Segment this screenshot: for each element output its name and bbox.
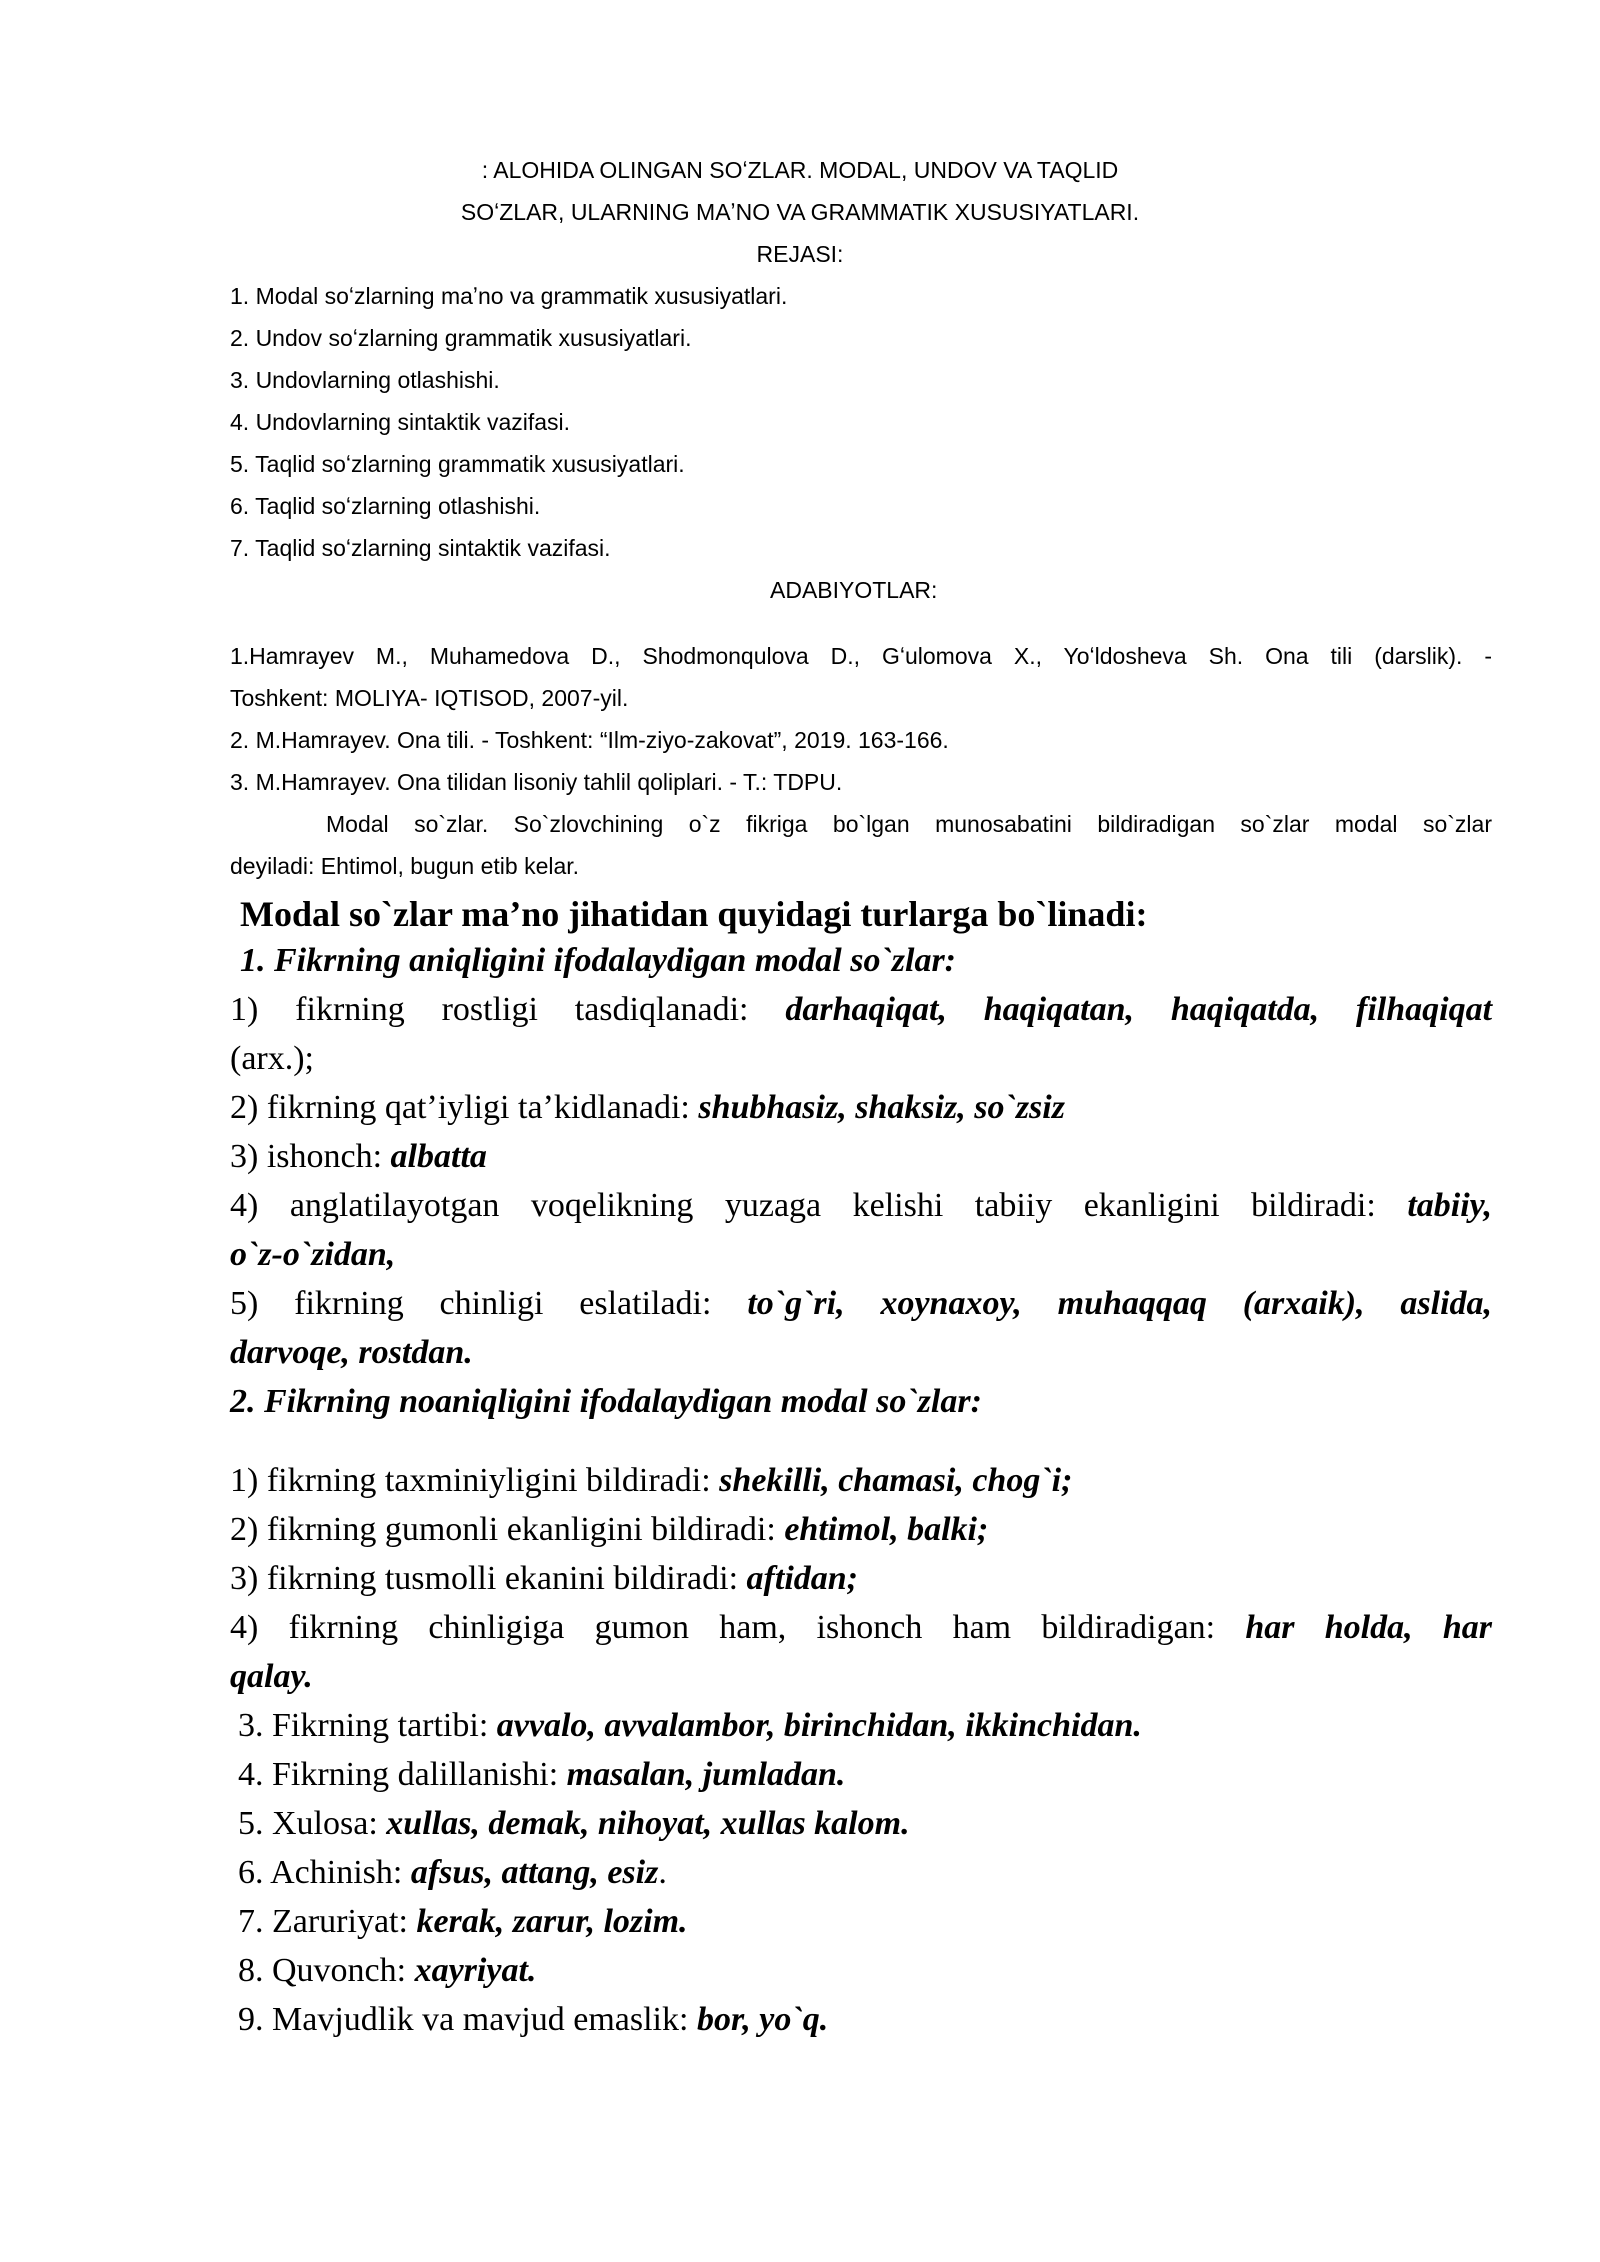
list-item-label: 8. Quvonch: (238, 1952, 407, 1989)
list-item (238, 2001, 828, 2039)
plan-item: 1. Modal soʻzlarning maʼno va grammatik xususiyatlari. (230, 283, 788, 309)
title-line-2: SOʻZLAR, ULARNING MAʼNO VA GRAMMATIK XUSUSIYATLARI. (460, 199, 1140, 225)
s2-item-4-words-a: har holda, har (1245, 1609, 1492, 1646)
s2-item-1-words: shekilli, chamasi, chog`i; (719, 1462, 1073, 1499)
plan-heading: REJASI: (756, 241, 844, 267)
list-item-label: 6. Achinish: (238, 1854, 403, 1891)
s1-item-4-words-b: o`z-o`zidan, (230, 1236, 396, 1273)
s2-item-1-text: 1) fikrning taxminiyligini bildiradi: (230, 1462, 711, 1499)
list-item-words: bor, yo`q. (696, 2001, 829, 2038)
plan-item: 6. Taqlid soʻzlarning otlashishi. (230, 493, 541, 519)
section-1-heading: 1. Fikrning aniqligini ifodalaydigan modal so`zlar: (240, 942, 957, 979)
s1-item-1-tail: (arx.); (230, 1040, 315, 1077)
intro-line-1: Modal so`zlar. So`zlovchining o`z fikriga bo`lgan munosabatini bildiradigan so`zlar modal so`zlar (326, 811, 1492, 837)
list-item-words: kerak, zarur, lozim. (416, 1903, 688, 1940)
s1-item-2 (230, 1089, 1065, 1127)
list-item-tail: . (658, 1854, 667, 1891)
s2-item-2-words: ehtimol, balki; (784, 1511, 989, 1548)
list-item (238, 1952, 536, 1990)
plan-item: 4. Undovlarning sintaktik vazifasi. (230, 409, 571, 435)
s2-item-4 (230, 1609, 1492, 1647)
plan-item: 2. Undov soʻzlarning grammatik xususiyatlari. (230, 325, 692, 351)
reference-1-line-2: Toshkent: MOLIYA- IQTISOD, 2007-yil. (230, 685, 629, 711)
plan-item: 3. Undovlarning otlashishi. (230, 367, 500, 393)
s2-item-2-text: 2) fikrning gumonli ekanligini bildiradi: (230, 1511, 776, 1548)
s1-item-1 (230, 991, 1492, 1029)
list-item (238, 1805, 910, 1843)
s2-item-2 (230, 1511, 988, 1549)
list-item-words: xayriyat. (414, 1952, 537, 1989)
s1-item-3 (230, 1138, 487, 1176)
s2-item-3-text: 3) fikrning tusmolli ekanini bildiradi: (230, 1560, 739, 1597)
plan-item: 5. Taqlid soʻzlarning grammatik xususiyatlari. (230, 451, 685, 477)
s1-item-3-text: 3) ishonch: (230, 1138, 383, 1175)
s2-item-3-words: aftidan; (746, 1560, 858, 1597)
s1-item-4 (230, 1187, 1492, 1225)
s1-item-1-text: 1) fikrning rostligi tasdiqlanadi: (230, 991, 749, 1028)
s1-item-5-words-a: to`g`ri, xoynaxoy, muhaqqaq (arxaik), aslida, (747, 1285, 1493, 1322)
list-item-words: avvalo, avvalambor, birinchidan, ikkinchidan. (496, 1707, 1142, 1744)
section-2-heading: 2. Fikrning noaniqligini ifodalaydigan modal so`zlar: (230, 1383, 982, 1420)
s1-item-2-text: 2) fikrning qatʼiyligi taʼkidlanadi: (230, 1089, 690, 1126)
s2-item-1 (230, 1462, 1072, 1500)
list-item-words: afsus, attang, esiz (410, 1854, 659, 1891)
plan-item: 7. Taqlid soʻzlarning sintaktik vazifasi. (230, 535, 611, 561)
reference-2: 2. M.Hamrayev. Ona tili. - Toshkent: “Ilm-ziyo-zakovat”, 2019. 163-166. (230, 727, 949, 753)
s1-item-5-words-b: darvoqe, rostdan. (230, 1334, 473, 1371)
s1-item-3-words: albatta (390, 1138, 487, 1175)
list-item-label: 5. Xulosa: (238, 1805, 378, 1842)
main-heading: Modal so`zlar maʼno jihatidan quyidagi turlarga bo`linadi: (240, 894, 1148, 934)
s1-item-4-text: 4) anglatilayotgan voqelikning yuzaga kelishi tabiiy ekanligini bildiradi: (230, 1187, 1376, 1224)
reference-1-line-1: 1.Hamrayev M., Muhamedova D., Shodmonqulova D., Gʻulomova X., Yoʻldosheva Sh. Ona tili (darslik). - (230, 643, 1492, 669)
list-item (238, 1756, 845, 1794)
title-line-1: : ALOHIDA OLINGAN SOʻZLAR. MODAL, UNDOV VA TAQLID (481, 157, 1119, 183)
s1-item-2-words: shubhasiz, shaksiz, so`zsiz (698, 1089, 1065, 1126)
s2-item-3 (230, 1560, 858, 1598)
s1-item-5-text: 5) fikrning chinligi eslatiladi: (230, 1285, 712, 1322)
list-item-label: 3. Fikrning tartibi: (238, 1707, 489, 1744)
list-item-words: xullas, demak, nihoyat, xullas kalom. (386, 1805, 910, 1842)
list-item-label: 9. Mavjudlik va mavjud emaslik: (238, 2001, 689, 2038)
list-item-label: 4. Fikrning dalillanishi: (238, 1756, 559, 1793)
list-item-label: 7. Zaruriyat: (238, 1903, 408, 1940)
s2-item-4-words-b: qalay. (230, 1658, 313, 1695)
s1-item-4-words-a: tabiiy, (1407, 1187, 1492, 1224)
list-item (238, 1903, 688, 1941)
s2-item-4-text: 4) fikrning chinligiga gumon ham, ishonch ham bildiradigan: (230, 1609, 1216, 1646)
reference-3: 3. M.Hamrayev. Ona tilidan lisoniy tahlil qoliplari. - T.: TDPU. (230, 769, 843, 795)
list-item (238, 1707, 1142, 1745)
s1-item-1-words: darhaqiqat, haqiqatan, haqiqatda, filhaqiqat (785, 991, 1493, 1028)
list-item (238, 1854, 667, 1892)
s1-item-5 (230, 1285, 1492, 1323)
references-heading: ADABIYOTLAR: (770, 577, 938, 603)
list-item-words: masalan, jumladan. (566, 1756, 846, 1793)
intro-line-2: deyiladi: Ehtimol, bugun etib kelar. (230, 853, 580, 879)
